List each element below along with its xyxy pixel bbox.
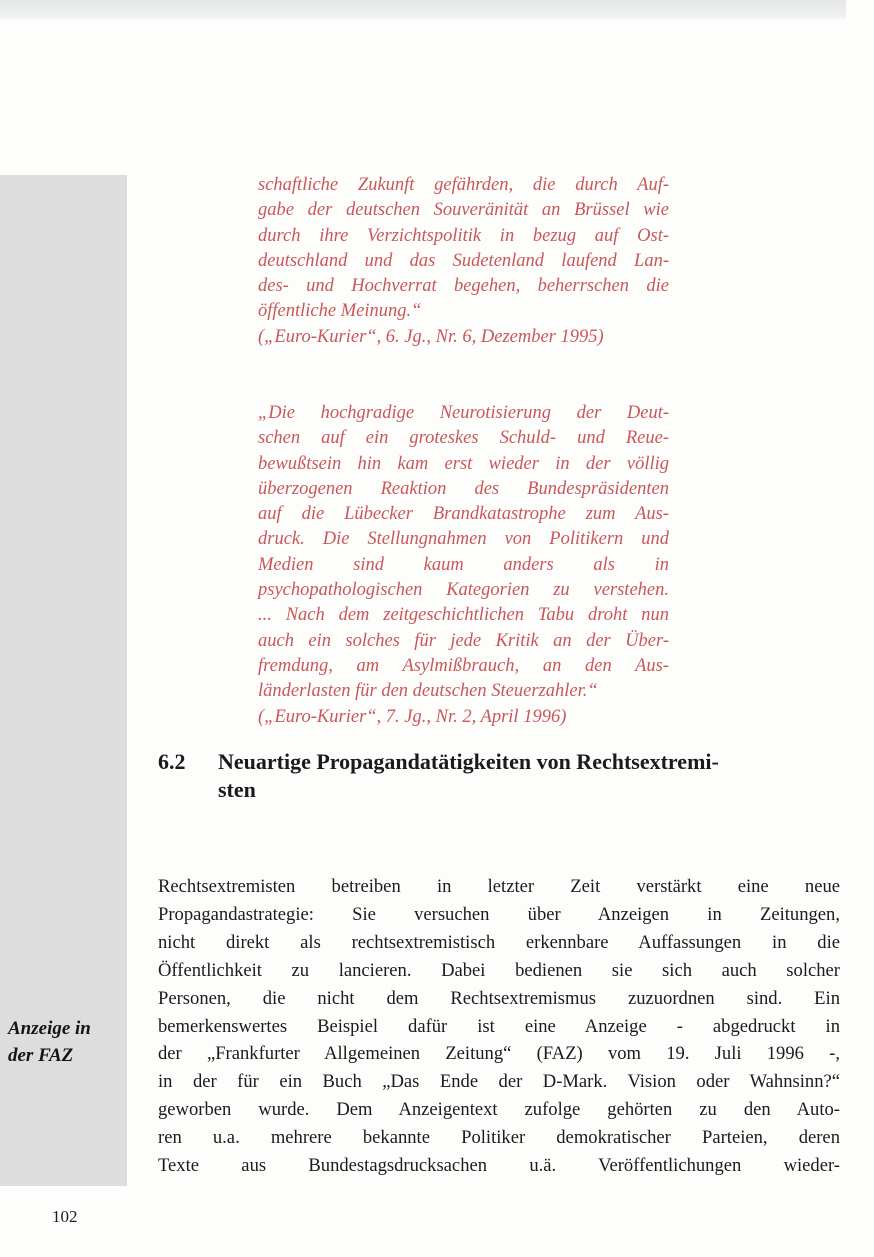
quote-line: schaftliche Zukunft gefährden, die durch Auf-: [258, 175, 669, 195]
body-line: der „Frankfurter Allgemeinen Zeitung“ (FAZ) vom 19. Juli 1996 -,: [158, 1043, 840, 1065]
quote-line: des- und Hochverrat begehen, beherrschen die: [258, 276, 669, 297]
quote-line: druck. Die Stellungnahmen von Politikern und: [258, 529, 669, 550]
body-line: bemerkenswertes Beispiel dafür ist eine Anzeige - abgedruckt in: [158, 1015, 840, 1037]
page-number: 102: [52, 1207, 78, 1226]
body-line: nicht direkt als rechtsextremistisch erkennbare Auffassungen in die: [158, 931, 840, 953]
quote-line: „Die hochgradige Neurotisierung der Deut-: [258, 403, 669, 423]
quote-source: („Euro-Kurier“, 6. Jg., Nr. 6, Dezember 1995): [258, 326, 604, 347]
quote-block-1: [258, 173, 669, 350]
section-title: [218, 748, 719, 804]
body-line: ren u.a. mehrere bekannte Politiker demokratischer Parteien, deren: [158, 1127, 840, 1149]
body-line: Personen, die nicht dem Rechtsextremismus zuzuordnen sind. Ein: [158, 987, 840, 1009]
quote-block-2: [258, 401, 669, 730]
body-line: in der für ein Buch „Das Ende der D-Mark. Vision oder Wahnsinn?“: [158, 1071, 840, 1093]
body-line: Öffentlichkeit zu lancieren. Dabei bedienen sie sich auch solcher: [158, 959, 840, 981]
margin-note-line: der FAZ: [8, 1045, 74, 1066]
section-title-line: Neuartige Propagandatätigkeiten von Rechtsextremi-: [218, 749, 719, 774]
quote-line: auf die Lübecker Brandkatastrophe zum Aus-: [258, 504, 669, 525]
body-line: Propagandastrategie: Sie versuchen über Anzeigen in Zeitungen,: [158, 903, 840, 925]
quote-source: („Euro-Kurier“, 7. Jg., Nr. 2, April 1996): [258, 706, 567, 727]
scan-edge-band: [0, 0, 846, 20]
quote-line: fremdung, am Asylmißbrauch, an den Aus-: [258, 655, 669, 676]
quote-line: ... Nach dem zeitgeschichtlichen Tabu droht nun: [258, 605, 669, 626]
quote-line: deutschland und das Sudetenland laufend Lan-: [258, 250, 669, 271]
section-number: 6.2: [158, 749, 186, 774]
quote-line: bewußtsein hin kam erst wieder in der völlig: [258, 453, 669, 474]
quote-line: gabe der deutschen Souveränität an Brüssel wie: [258, 200, 669, 221]
body-line: Texte aus Bundestagsdrucksachen u.ä. Veröffentlichungen wieder-: [158, 1155, 840, 1177]
body-line: geworben wurde. Dem Anzeigentext zufolge gehörten zu den Auto-: [158, 1099, 840, 1121]
quote-line: Medien sind kaum anders als in: [258, 554, 669, 575]
quote-line: auch ein solches für jede Kritik an der Über-: [258, 630, 669, 651]
margin-note: [8, 1015, 91, 1069]
quote-line: öffentliche Meinung.“: [258, 301, 422, 322]
quote-line: psychopathologischen Kategorien zu verstehen.: [258, 580, 669, 601]
quote-line: schen auf ein groteskes Schuld- und Reue-: [258, 428, 669, 449]
body-line: Rechtsextremisten betreiben in letzter Zeit verstärkt eine neue: [158, 876, 840, 897]
section-title-line: sten: [218, 777, 256, 802]
quote-line: überzogenen Reaktion des Bundespräsidenten: [258, 478, 669, 499]
quote-line: durch ihre Verzichtspolitik in bezug auf Ost-: [258, 225, 669, 246]
body-paragraph: [158, 873, 840, 1180]
quote-line: länderlasten für den deutschen Steuerzahler.“: [258, 681, 598, 702]
margin-note-line: Anzeige in: [8, 1018, 91, 1039]
